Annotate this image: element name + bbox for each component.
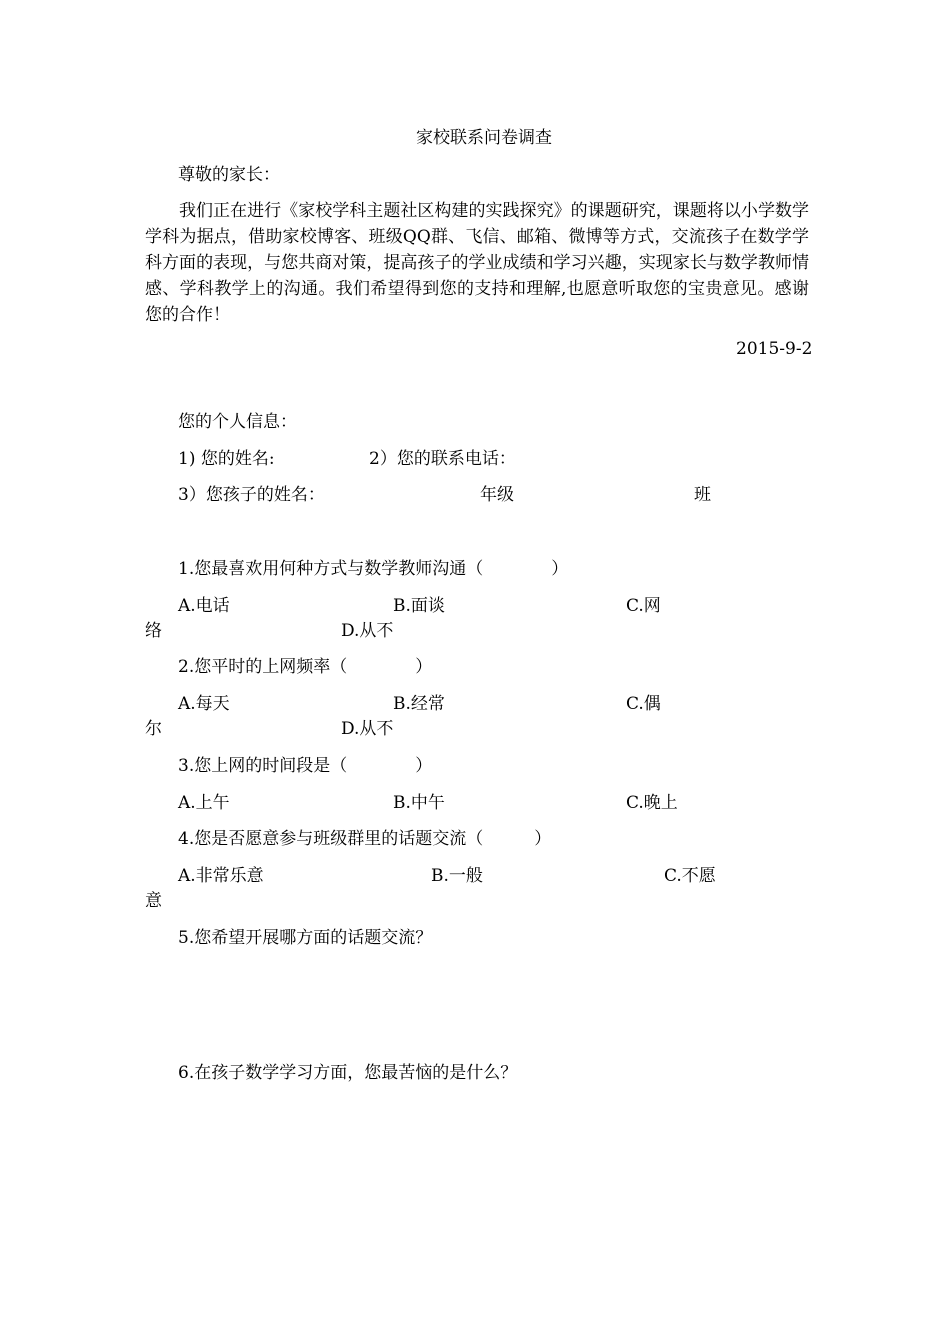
q2-option-b: B.经常 <box>393 694 445 714</box>
q2-option-a: A.每天 <box>178 694 230 714</box>
q4-option-c-wrap: 意 <box>145 891 162 911</box>
q3-option-c: C.晚上 <box>626 793 678 813</box>
question-1: 1.您最喜欢用何种方式与数学教师沟通（ ） <box>178 559 569 579</box>
question-2: 2.您平时的上网频率（ ） <box>178 657 433 677</box>
name-label: 1) 您的姓名: <box>178 449 275 469</box>
q1-option-d: D.从不 <box>341 621 394 641</box>
q1-option-b: B.面谈 <box>393 596 445 616</box>
question-6: 6.在孩子数学学习方面，您最苦恼的是什么？ <box>178 1063 518 1083</box>
q2-option-c-wrap: 尔 <box>145 719 162 739</box>
question-5: 5.您希望开展哪方面的话题交流？ <box>178 928 433 948</box>
q4-option-c: C.不愿 <box>664 866 716 886</box>
q2-option-d: D.从不 <box>341 719 394 739</box>
q3-option-a: A.上午 <box>178 793 230 813</box>
salutation: 尊敬的家长： <box>178 165 280 185</box>
phone-label: 2）您的联系电话： <box>369 449 516 469</box>
q1-option-c-wrap: 络 <box>145 621 162 641</box>
q4-option-b: B.一般 <box>431 866 483 886</box>
intro-paragraph: 我们正在进行《家校学科主题社区构建的实践探究》的课题研究，课题将以小学数学学科为据点，借助家校博客、班级QQ群、飞信、邮箱、微博等方式，交流孩子在数学学科方面的表现，与您共商对策，提高孩子的学业成绩和学习兴趣，实现家长与数学教师情感、学科教学上的沟通。我们希望得到您的支持和理解,也愿意听取您的宝贵意见。感谢您的合作！ <box>145 201 809 325</box>
grade-label: 年级 <box>480 485 514 505</box>
q4-option-a: A.非常乐意 <box>178 866 264 886</box>
personal-info-heading: 您的个人信息： <box>178 412 297 432</box>
question-3: 3.您上网的时间段是（ ） <box>178 756 433 776</box>
q2-option-c: C.偶 <box>626 694 661 714</box>
child-name-label: 3）您孩子的姓名： <box>178 485 325 505</box>
question-4: 4.您是否愿意参与班级群里的话题交流（ ） <box>178 829 552 849</box>
q1-option-a: A.电话 <box>178 596 230 616</box>
class-label: 班 <box>694 485 711 505</box>
document-date: 2015-9-2 <box>736 339 813 359</box>
q3-option-b: B.中午 <box>393 793 445 813</box>
page-title: 家校联系问卷调查 <box>416 128 552 148</box>
q1-option-c: C.网 <box>626 596 661 616</box>
